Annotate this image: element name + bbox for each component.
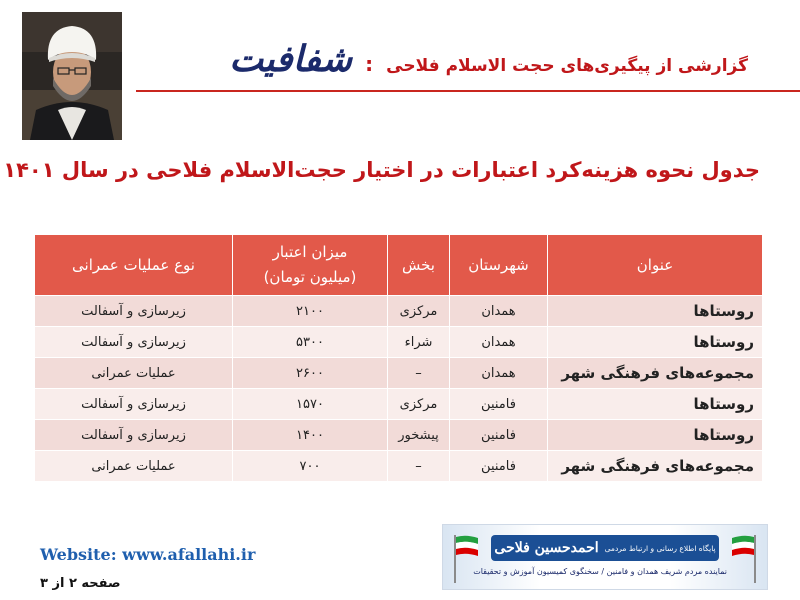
table-row: [35, 358, 763, 389]
cell-title: مجموعه‌های فرهنگی شهر: [548, 451, 763, 482]
banner-portal-label: پایگاه اطلاع رسانی و ارتباط مردمی: [604, 543, 716, 553]
cell-title: روستاها: [548, 420, 763, 451]
iran-flag-icon: [729, 533, 759, 583]
website-link[interactable]: [40, 545, 255, 564]
cell-amount: ۷۰۰: [233, 451, 388, 482]
website-url[interactable]: Website: www.afallahi.ir: [40, 545, 256, 564]
cell-city: همدان: [450, 358, 548, 389]
column-header-city: شهرستان: [450, 235, 548, 296]
cell-city: فامنین: [450, 451, 548, 482]
cell-type: زیرسازی و آسفالت: [35, 296, 233, 327]
cell-district: –: [388, 451, 450, 482]
report-header: [229, 38, 748, 80]
report-subject: گزارشی از پیگیری‌های حجت الاسلام فلاحی: [386, 56, 748, 76]
amount-header-line1: میزان اعتبار: [272, 243, 348, 261]
banner-subtitle: نماینده مردم شریف همدان و فامنین / سخنگوی کمیسیون آموزش و تحقیقات: [473, 567, 727, 576]
table-row: [35, 389, 763, 420]
cell-city: همدان: [450, 327, 548, 358]
column-header-amount: [233, 235, 388, 296]
cell-district: مرکزی: [388, 389, 450, 420]
banner-name: احمدحسین فلاحی: [494, 540, 599, 556]
cell-type: زیرسازی و آسفالت: [35, 389, 233, 420]
column-header-type: نوع عملیات عمرانی: [35, 235, 233, 296]
cell-city: همدان: [450, 296, 548, 327]
table-row: [35, 327, 763, 358]
cell-title: روستاها: [548, 296, 763, 327]
brand-transparency: شفافیت: [229, 38, 352, 80]
column-header-title: عنوان: [548, 235, 763, 296]
cell-amount: ۵۳۰۰: [233, 327, 388, 358]
header-divider: [136, 90, 800, 92]
cell-city: فامنین: [450, 389, 548, 420]
cell-district: مرکزی: [388, 296, 450, 327]
credits-table: [34, 234, 763, 482]
table-row: [35, 420, 763, 451]
table-row: [35, 296, 763, 327]
cell-type: عملیات عمرانی: [35, 451, 233, 482]
cell-district: پیشخور: [388, 420, 450, 451]
cell-amount: ۲۱۰۰: [233, 296, 388, 327]
cell-title: روستاها: [548, 389, 763, 420]
amount-header-line2: (میلیون تومان): [263, 268, 357, 286]
cell-title: روستاها: [548, 327, 763, 358]
cell-amount: ۱۴۰۰: [233, 420, 388, 451]
cell-district: –: [388, 358, 450, 389]
table-row: [35, 451, 763, 482]
column-header-district: بخش: [388, 235, 450, 296]
cell-amount: ۱۵۷۰: [233, 389, 388, 420]
table-header-row: [35, 235, 763, 296]
cell-district: شراء: [388, 327, 450, 358]
banner-name-band: [491, 535, 719, 561]
page-number: صفحه ۲ از ۳: [40, 576, 121, 591]
portrait-photo: [22, 12, 122, 140]
portal-banner[interactable]: [442, 524, 768, 590]
header-separator: :: [365, 52, 374, 76]
cell-type: زیرسازی و آسفالت: [35, 420, 233, 451]
cell-type: عملیات عمرانی: [35, 358, 233, 389]
cell-amount: ۲۶۰۰: [233, 358, 388, 389]
page-title: جدول نحوه هزینه‌کرد اعتبارات در اختیار حجت‌الاسلام فلاحی در سال ۱۴۰۱: [3, 158, 760, 182]
cell-title: مجموعه‌های فرهنگی شهر: [548, 358, 763, 389]
cell-type: زیرسازی و آسفالت: [35, 327, 233, 358]
cell-city: فامنین: [450, 420, 548, 451]
